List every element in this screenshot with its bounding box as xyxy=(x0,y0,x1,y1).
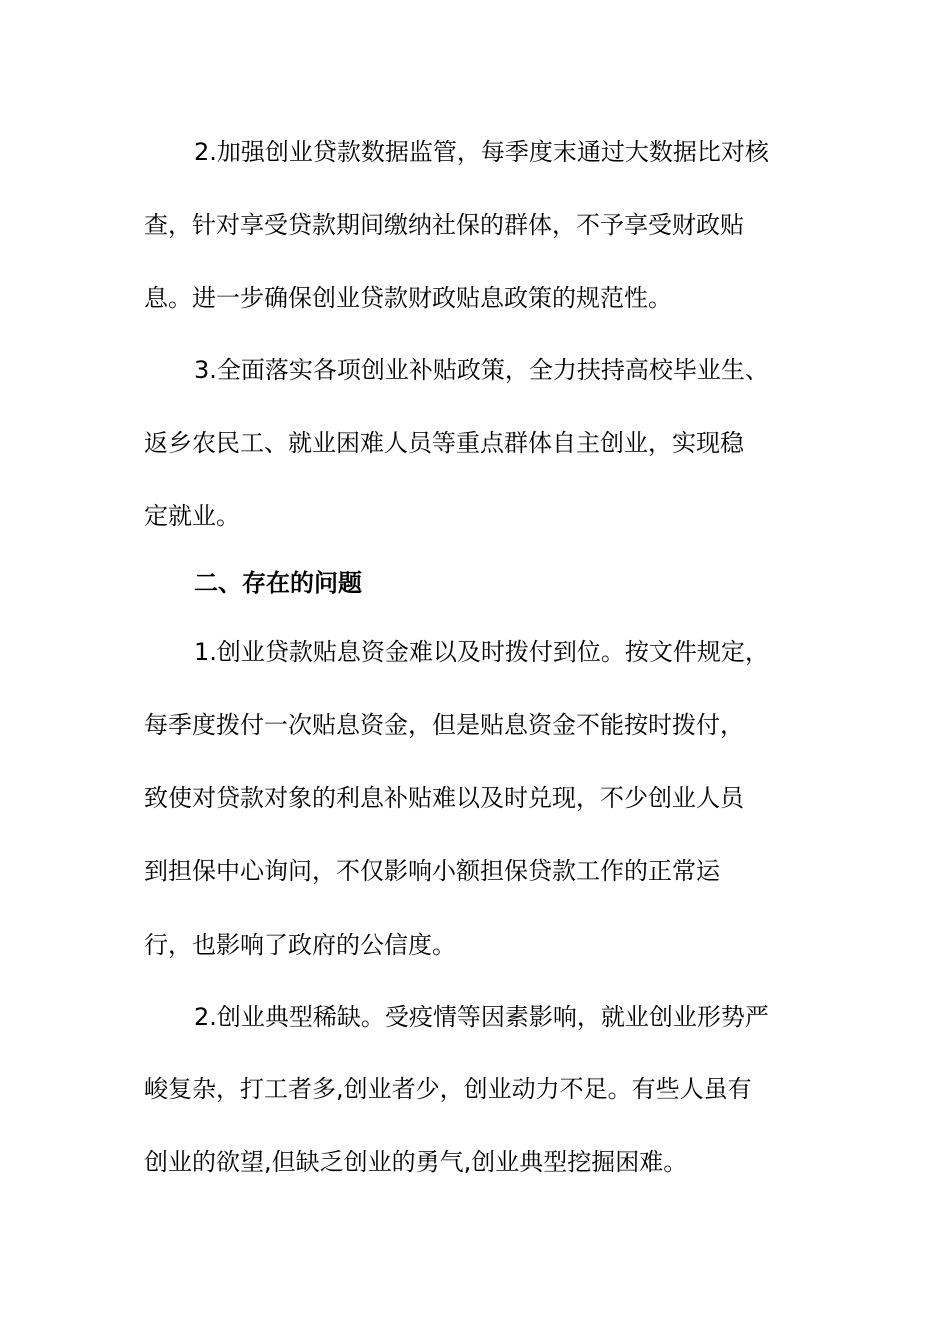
paragraph-line: 到担保中心询问，不仅影响小额担保贷款工作的正常运 xyxy=(144,857,720,885)
paragraph-line: 返乡农民工、就业困难人员等重点群体自主创业，实现稳 xyxy=(144,429,744,457)
paragraph-line: 2.加强创业贷款数据监管，每季度末通过大数据比对核 xyxy=(194,138,769,166)
paragraph-line: 查，针对享受贷款期间缴纳社保的群体，不予享受财政贴 xyxy=(144,211,744,239)
paragraph-line: 3.全面落实各项创业补贴政策，全力扶持高校毕业生、 xyxy=(194,356,769,384)
paragraph-line: 行，也影响了政府的公信度。 xyxy=(144,931,456,959)
section-heading: 二、存在的问题 xyxy=(194,569,362,597)
paragraph-line: 致使对贷款对象的利息补贴难以及时兑现，不少创业人员 xyxy=(144,784,744,812)
paragraph-line: 息。进一步确保创业贷款财政贴息政策的规范性。 xyxy=(144,284,672,312)
paragraph-line: 1.创业贷款贴息资金难以及时拨付到位。按文件规定， xyxy=(194,638,769,666)
paragraph-line: 每季度拨付一次贴息资金，但是贴息资金不能按时拨付， xyxy=(144,711,744,739)
paragraph-line: 2.创业典型稀缺。受疫情等因素影响，就业创业形势严 xyxy=(194,1003,769,1031)
paragraph-line: 创业的欲望,但缺乏创业的勇气,创业典型挖掘困难。 xyxy=(144,1148,688,1176)
paragraph-line: 峻复杂，打工者多,创业者少，创业动力不足。有些人虽有 xyxy=(144,1075,752,1103)
paragraph-line: 定就业。 xyxy=(144,502,240,530)
